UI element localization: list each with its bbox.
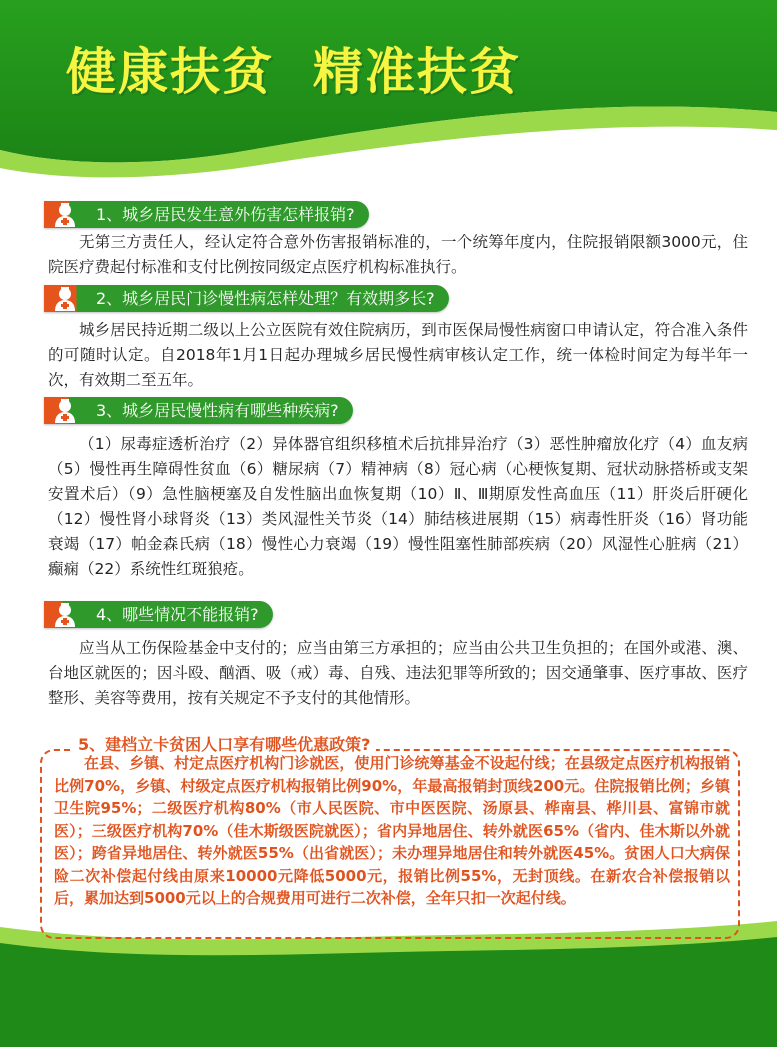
answer-2-text: 城乡居民持近期二级以上公立医院有效住院病历，到市医保局慢性病窗口申请认定，符合准入条件的可随时认定。自2018年1月1日起办理城乡居民慢性病审核认定工作，统一体检时间定为每半年一次，有效期二至五年。 [48,321,748,389]
question-4-label [44,601,273,628]
page-title: 健康扶贫 精准扶贫 [66,43,521,101]
doctor-icon [52,602,78,627]
question-text: 4、哪些情况不能报销? [96,605,259,624]
doctor-icon [52,202,78,227]
question-text: 1、城乡居民发生意外伤害怎样报销? [96,205,355,224]
question-text: 3、城乡居民慢性病有哪些种疾病? [96,401,339,420]
answer-3-text: （1）尿毒症透析治疗（2）异体器官组织移植术后抗排异治疗（3）恶性肿瘤放化疗（4）血友病（5）慢性再生障碍性贫血（6）糖尿病（7）精神病（8）冠心病（心梗恢复期、冠状动脉搭桥或支架安置术后）（9）急性脑梗塞及自发性脑出血恢复期（10）Ⅱ、Ⅲ期原发性高血压（11）肝炎后肝硬化（12）慢性肾小球肾炎（13）类风湿性关节炎（14）肺结核进展期（15）病毒性肝炎（16）肾功能衰竭（17）帕金森氏病（18）慢性心力衰竭（19）慢性阻塞性肺部疾病（20）风湿性心脏病（21）癫痫（22）系统性红斑狼疮。 [48,435,748,578]
answer-4-text: 应当从工伤保险基金中支付的；应当由第三方承担的；应当由公共卫生负担的；在国外或港、澳、台地区就医的；因斗殴、酗酒、吸（戒）毒、自残、违法犯罪等所致的；因交通肇事、医疗事故、医疗整形、美容等费用，按有关规定不予支付的其他情形。 [48,639,748,707]
policy-text: 在县、乡镇、村定点医疗机构门诊就医，使用门诊统筹基金不设起付线；在县级定点医疗机构报销比例70%，乡镇、村级定点医疗机构报销比例90%，年最高报销封顶线200元。住院报销比例；乡镇卫生院95%；二级医疗机构80%（市人民医院、市中医医院、汤原县、桦南县、桦川县、富锦市就医）；三级医疗机构70%（佳木斯级医院就医）；省内异地居住、转外就医65%（省内、佳木斯以外就医）；跨省异地居住、转外就医55%（出省就医）；未办理异地居住和转外就医45%。贫困人口大病保险二次补偿起付线由原来10000元降低5000元，报销比例55%，无封顶线。在新农合补偿报销以后，累加达到5000元以上的合规费用可进行二次补偿，全年只扣一次起付线。 [54,754,730,907]
answer-1-text: 无第三方责任人，经认定符合意外伤害报销标准的，一个统筹年度内，住院报销限额3000元，住院医疗费起付标准和支付比例按同级定点医疗机构标准执行。 [48,233,748,276]
question-3-label [44,397,353,424]
doctor-icon [52,286,78,311]
doctor-icon [52,398,78,423]
question-2-label [44,285,449,312]
question-text: 2、城乡居民门诊慢性病怎样处理？有效期多长? [96,289,435,308]
policy-title: 5、建档立卡贫困人口享有哪些优惠政策? [72,733,376,757]
question-1-label [44,201,369,228]
